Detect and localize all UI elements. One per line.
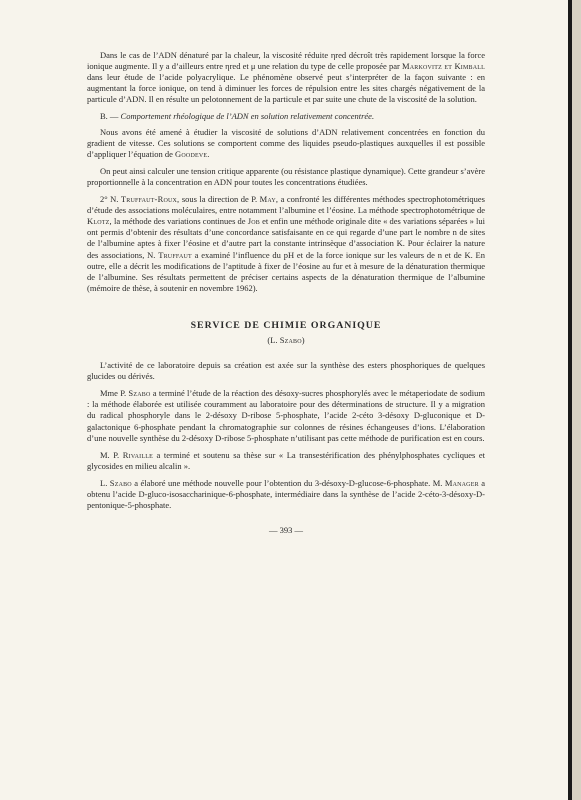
author-name: Szabo bbox=[279, 334, 302, 345]
section-title: SERVICE DE CHIMIE ORGANIQUE bbox=[190, 319, 382, 331]
subheading-number: B. — bbox=[100, 111, 119, 122]
author-name: May, bbox=[259, 194, 279, 205]
text-run: (L. bbox=[267, 334, 278, 345]
paragraph-szabo bbox=[87, 388, 485, 443]
author-name: Truffaut-Roux, bbox=[120, 194, 180, 205]
text-run: Nous avons été amené à étudier la viscosité de solutions d’ADN relativement concentrées en fonction du gradient de vitesse. Ces solutions se comportent comme des liquides pseudo-plastiques auxquelles il est possible d’appliquer l’équation de bbox=[87, 126, 485, 159]
text-run: L. bbox=[100, 477, 108, 488]
author-name: Job bbox=[247, 216, 260, 227]
text-run: Mme P. bbox=[100, 388, 127, 399]
text-run: a élaboré une méthode nouvelle pour l’obtention du 3-désoxy-D-glucose-6-phosphate. M. bbox=[134, 477, 443, 488]
author-name: Rivaille bbox=[122, 449, 153, 460]
paragraph-b2 bbox=[87, 166, 485, 188]
text-run: On peut ainsi calculer une tension critique apparente (ou résistance plastique dynamique). Cette grandeur s’avère proportionnelle à la concentration en ADN pour toutes les concentrations étudiées. bbox=[87, 165, 485, 187]
page-number: — 393 — bbox=[269, 525, 303, 536]
author-name: Szabo bbox=[109, 477, 132, 488]
author-name: Klotz, bbox=[87, 216, 112, 227]
author-name: Goodeve. bbox=[175, 148, 210, 159]
page-text bbox=[87, 50, 485, 536]
paragraph-section-intro bbox=[87, 360, 485, 382]
text-run: Dans le cas de l’ADN dénaturé par la chaleur, la viscosité réduite ηred décroît très rapidement lorsque la force ionique augmente. Il y a d’ailleurs entre ηred et μ une relation du type de celle proposée par bbox=[87, 50, 485, 72]
text-run: la méthode des variations continues de bbox=[113, 216, 246, 227]
text-run: a examiné l’influence du pH et de la force ionique sur les valeurs de n et de K. En outre, elle a décrit les modifications de l’aptitude à fixer de l’éosine au fur et à mesure de la dénaturation thermique de l’albumine. Ses résultats permettent de préciser certains aspects de la dénaturation thermique de l’albumine (mémoire de thèse, à soutenir en novembre 1962). bbox=[87, 249, 485, 293]
text-run: 2° N. bbox=[100, 194, 119, 205]
text-run: L’activité de ce laboratoire depuis sa création est axée sur la synthèse des esters phosphoriques de quelques glucides ou dérivés. bbox=[87, 360, 485, 382]
text-run: a obtenu l’acide D-gluco-isosaccharinique-6-phosphate, intermédiaire dans la synthèse de l’acide 2-céto-3-désoxy-D-pentonique-5-phosphate. bbox=[87, 477, 486, 511]
author-name: Markovitz et Kimball bbox=[401, 61, 485, 72]
author-name: Truffaut bbox=[158, 249, 192, 260]
paragraph-rivaille bbox=[87, 450, 485, 472]
text-run: M. P. bbox=[100, 449, 120, 460]
author-name: Manager bbox=[444, 477, 479, 488]
text-run: ) bbox=[301, 334, 305, 345]
subheading-b bbox=[87, 111, 485, 122]
text-run: dans leur étude de l’acide polyacrylique. Le phénomène observé peut s’interpréter de la façon suivante : en augmentant la force ionique, on tend à diminuer les forces de répulsion entre les sites chargés négativement de la particule d’ADN. Il en résulte un pelotonnement de la particule et par suite une chute de la viscosité de la solution. bbox=[87, 72, 485, 105]
subheading-title: Comportement rhéologique de l’ADN en solution relativement concentrée. bbox=[120, 111, 375, 122]
author-name: Szabo bbox=[128, 388, 151, 399]
text-run: sous la direction de P. bbox=[181, 194, 258, 205]
page-edge-margin bbox=[572, 0, 581, 800]
text-run: a terminé et soutenu sa thèse sur « La transestérification des phénylphosphates cycliques et glycosides en milieu alcalin ». bbox=[87, 449, 486, 471]
section-author bbox=[87, 335, 485, 346]
paragraph-szabo-l bbox=[87, 478, 485, 511]
paragraph-adn-denature bbox=[87, 50, 485, 105]
paragraph-b1 bbox=[87, 127, 485, 160]
text-run: a terminé l’étude de la réaction des désoxy-sucres phosphorylés avec le métaperiodate de sodium : la méthode élaborée est utilisée couramment au laboratoire pour des déterminations de structure. Il y a migration du radical phosphoryle dans le 2-désoxy D-ribose 5-phosphate, l’acide 2-céto 3-désoxy D-gluconique et D-galactonique 6-phosphate pendant la chromatographie sur colonnes de résines échangeuses d’ions. L’élaboration d’une nouvelle synthèse du 2-désoxy D-ribose 5-phosphate n’utilisant pas cette méthode de purification est en cours. bbox=[87, 388, 485, 443]
paragraph-2-truffaut bbox=[87, 194, 485, 294]
text-run: et enfin une méthode originale dite « des variations séparées » lui ont permis d’obtenir des résultats d’une concordance satisfaisante en ce qui regarde d’une part le nombre n de sites de l’albumine aptes à fixer l’éosine et d’autre part la constante intrinsèque d’association K. Pour éclairer la nature des associations, N. bbox=[87, 216, 485, 260]
text-run: a confronté les différentes méthodes spectrophotométriques d’étude des associations moléculaires, entre notamment l’albumine et l’éosine. La méthode spectrophotométrique de bbox=[87, 194, 485, 216]
